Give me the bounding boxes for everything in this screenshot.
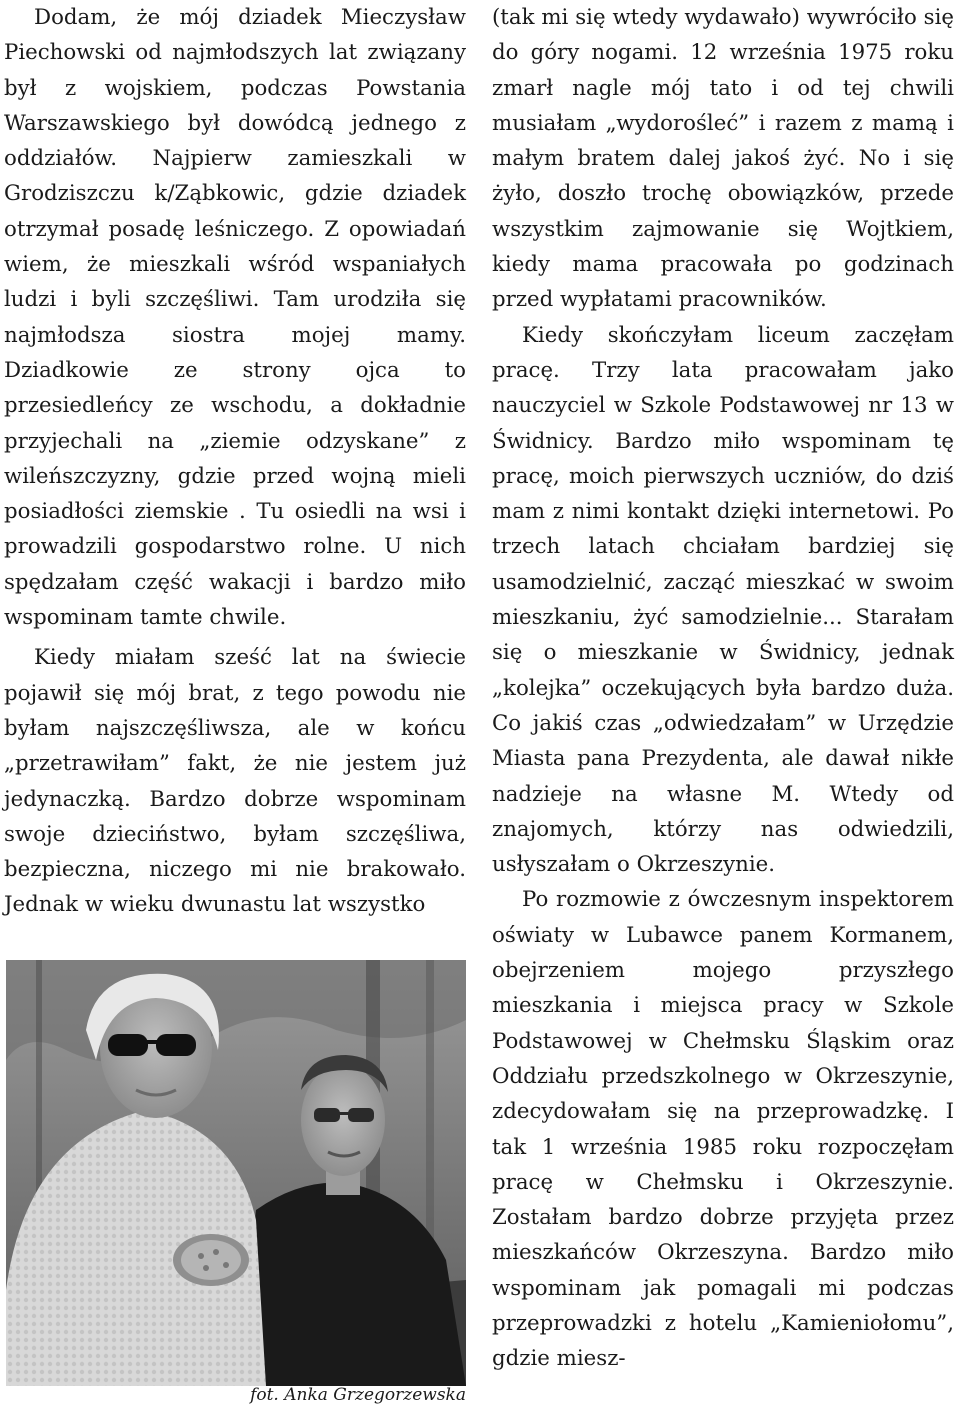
paragraph-father: (tak mi się wtedy wydawało) wywróciło się do góry nogami. 12 września 1975 roku zmarł nagle mój tato i od tej chwili musiałam „wydorośleć” i razem z mamą i małym bratem dalej jakoś żyć. No i się żyło, doszło trochę obowiązków, przede wszystkim zajmowanie się Wojtkiem, kiedy mama pracowała po godzinach przed wypłatami pracowników. — [492, 5, 954, 313]
left-column — [4, 0, 466, 923]
photo-couple — [6, 960, 466, 1386]
paragraph-first-job: Kiedy skończyłam liceum zaczęłam pracę. Trzy lata pracowałam jako nauczyciel w Szkole Podstawowej nr 13 w Świdnicy. Bardzo miło wspominam tę pracę, moich pierwszych uczniów, do dziś mam z nimi kontakt dzięki internetowi. Po trzech latach chciałam bardziej się usamodzielnić, zacząć mieszkać w swoim mieszkaniu, żyć samodzielnie... Starałam się o mieszkanie w Świdnicy, jednak „kolejka” oczekujących była bardzo duża. Co jakiś czas „odwiedzałam” w Urzędzie Miasta pana Prezydenta, ale dawał nikłe nadzieje na własne M. Wtedy od znajomych, którzy nas odwiedzili, usłyszałam o Okrzeszynie. — [492, 322, 954, 878]
photo-image — [6, 960, 466, 1386]
photo-caption: fot. Anka Grzegorzewska — [250, 1385, 466, 1405]
paragraph-grandfather: Dodam, że mój dziadek Mieczysław Piechowski od najmłodszych lat związany był z wojskiem, podczas Powstania Warszawskiego był dowódcą jednego z oddziałów. Najpierw zamieszkali w Grodziszczu k/Ząbkowic, gdzie dziadek otrzymał posadę leśniczego. Z opowiadań wiem, że mieszkali wśród wspaniałych ludzi i byli szczęśliwi. Tam urodziła się najmłodsza siostra mojej mamy. Dziadkowie ze strony ojca to przesiedleńcy ze wschodu, a dokładnie przyjechali na „ziemie odzyskane” z wileńszczyzny, gdzie przed wojną mieli posiadłości ziemskie . Tu osiedli na wsi i prowadzili gospodarstwo rolne. U nich spędzałam część wakacji i bardzo miło wspominam tamte chwile. — [4, 5, 466, 631]
paragraph-okrzeszyn: Po rozmowie z ówczesnym inspektorem oświaty w Lubawce panem Kormanem, obejrzeniem mojego przyszłego mieszkania i miejsca pracy w Szkole Podstawowej w Chełmsku Śląskim oraz Oddziału przedszkolnego w Okrzeszynie, zdecydowałam się na przeprowadzkę. I tak 1 września 1985 roku rozpoczęłam pracę w Chełmsku i Okrzeszynie. Zostałam bardzo dobrze przyjęta przez mieszkańców Okrzeszyna. Bardzo miło wspominam jak pomagali mi podczas przeprowadzki z hotelu „Kamieniołomu”, gdzie miesz- — [492, 887, 954, 1372]
paragraph-childhood: Kiedy miałam sześć lat na świecie pojawił się mój brat, z tego powodu nie byłam najszczęśliwsza, ale w końcu „przetrawiłam” fakt, że nie jestem już jedynaczką. Bardzo dobrze wspominam swoje dzieciństwo, byłam szczęśliwa, bezpieczna, niczego mi nie brakowało. Jednak w wieku dwunastu lat wszystko — [4, 645, 466, 918]
right-column — [492, 0, 954, 1377]
